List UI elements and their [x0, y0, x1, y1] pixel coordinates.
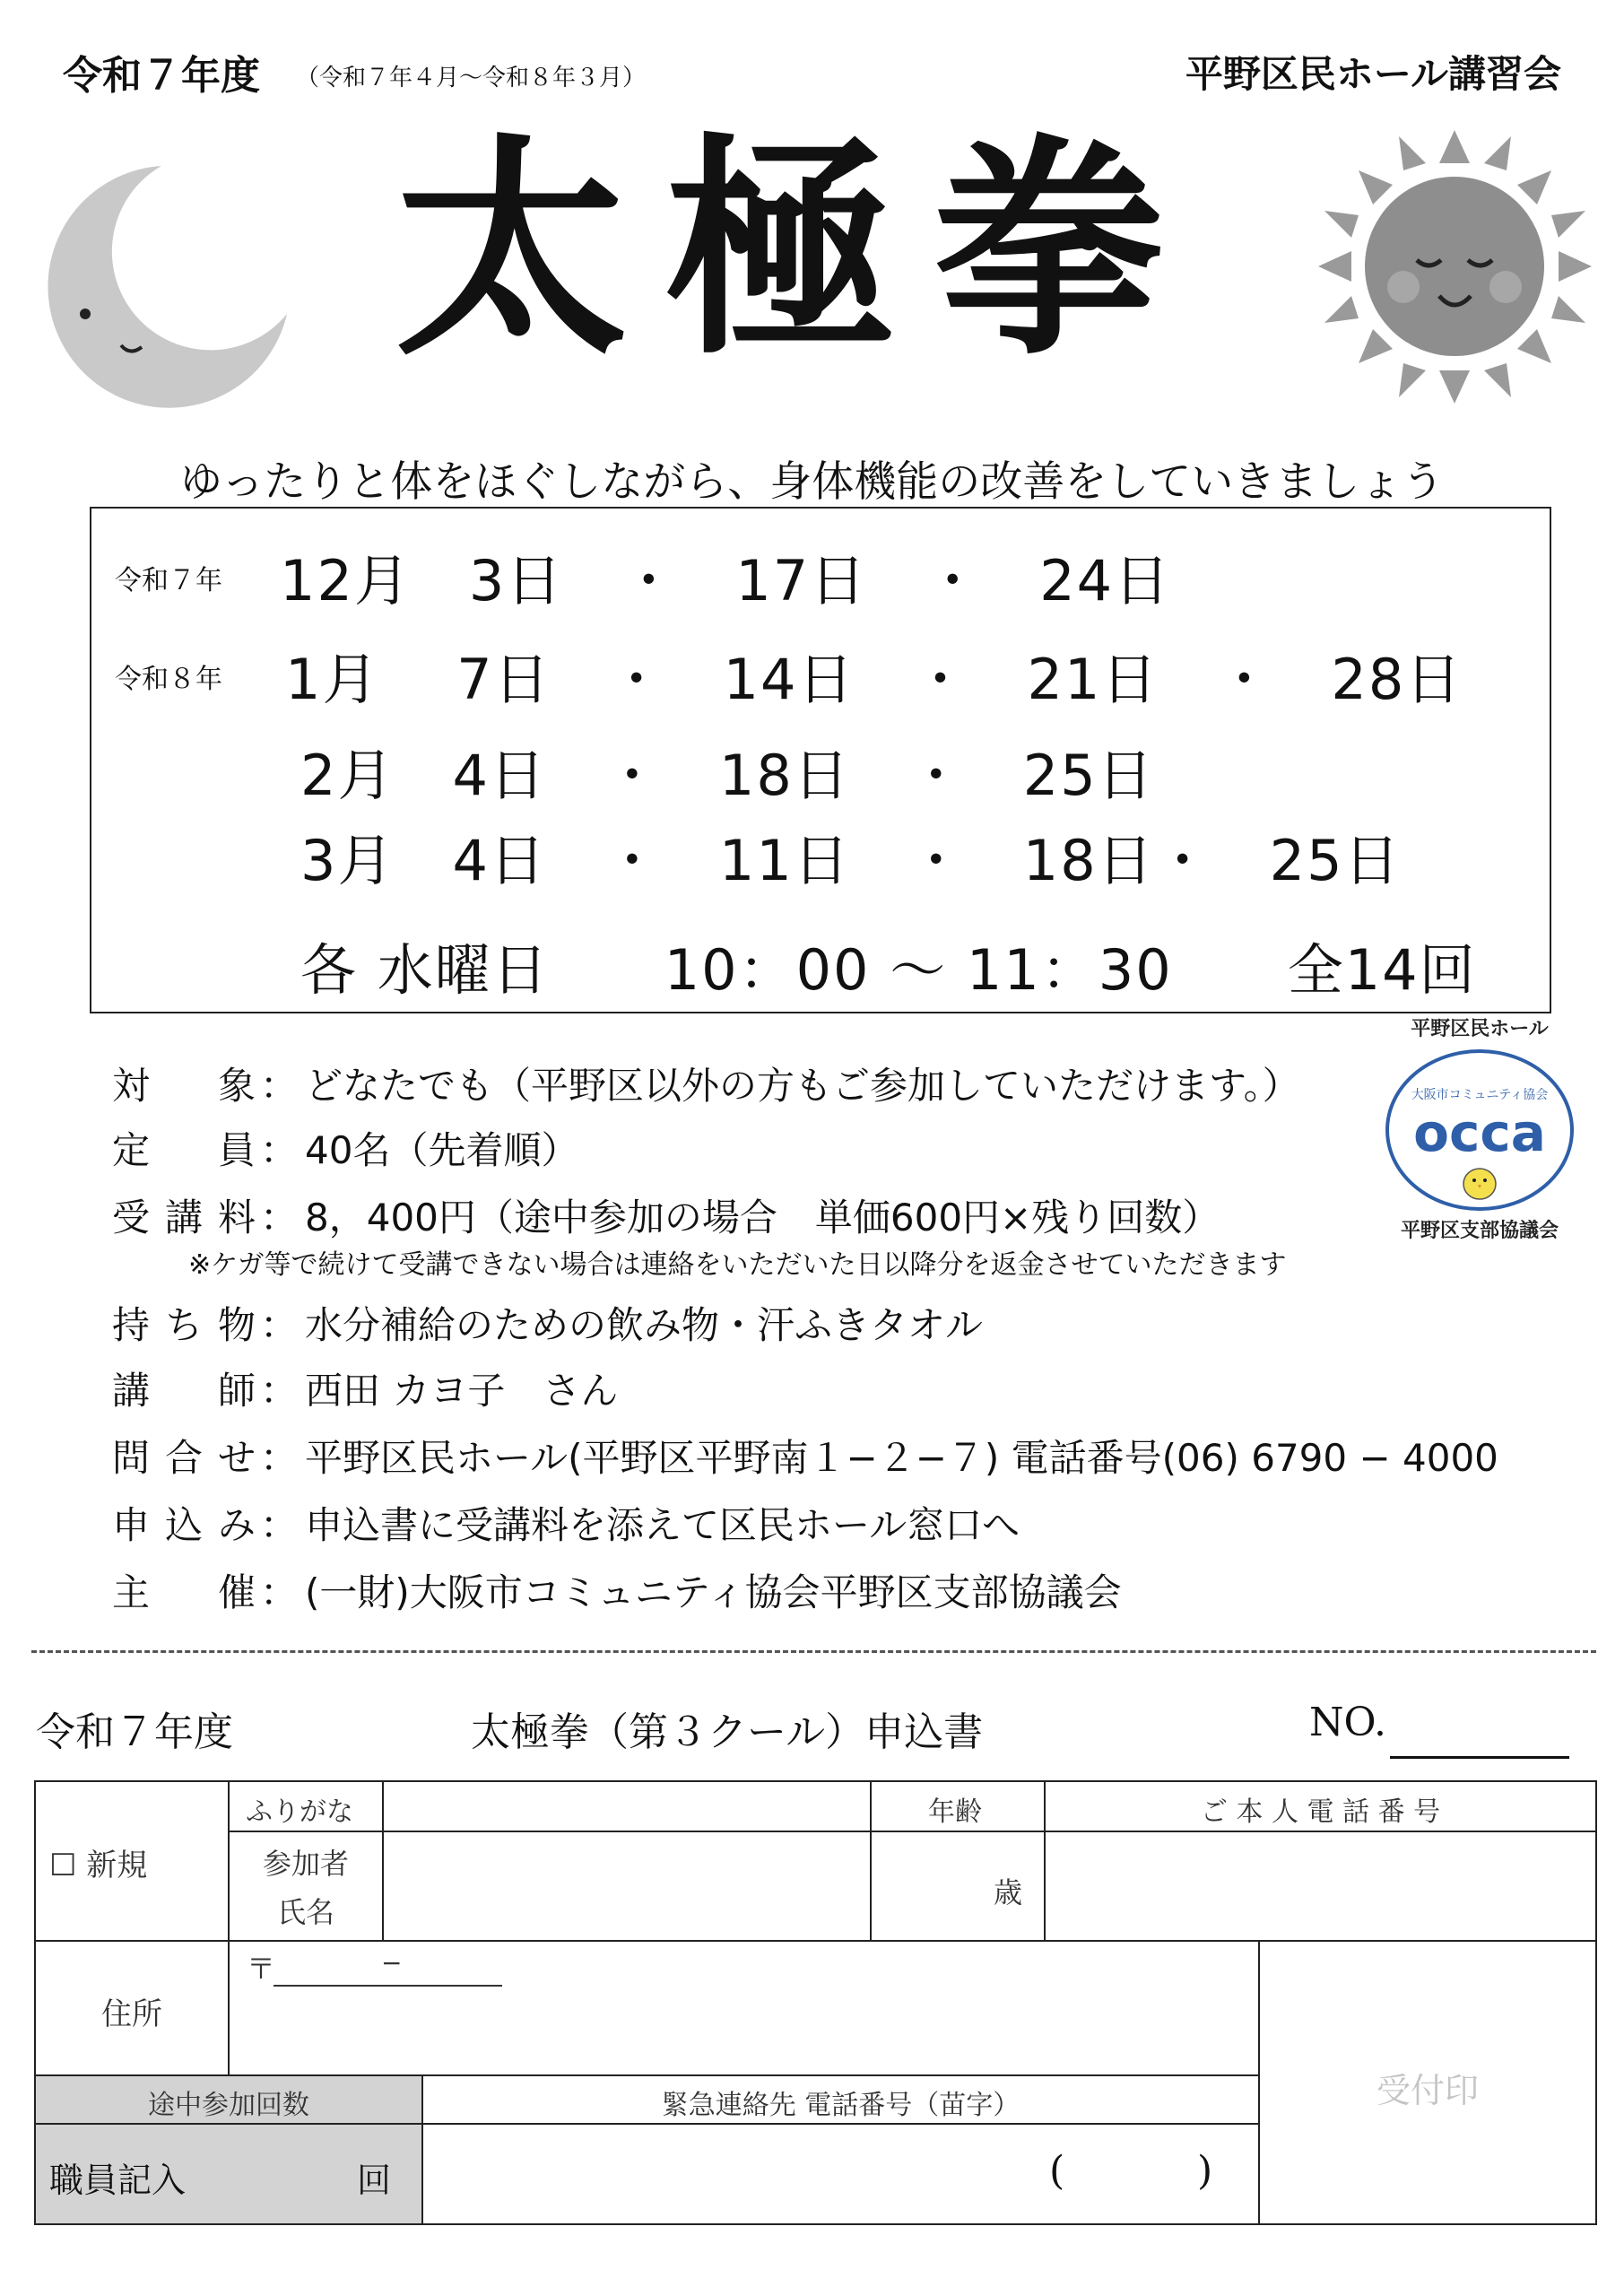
- paren-close: ): [1197, 2148, 1213, 2194]
- cut-line-divider: [31, 1650, 1596, 1653]
- info-colon: ：: [260, 1064, 299, 1108]
- form-number-field[interactable]: [1390, 1756, 1569, 1759]
- info-value-organizer: (一財)大阪市コミュニティ協会平野区支部協議会: [305, 1570, 1122, 1614]
- midway-count-header: 途中参加回数: [148, 2090, 309, 2121]
- info-colon: ：: [260, 1196, 299, 1239]
- subtitle: ゆったりと体をほぐしながら、身体機能の改善をしていきましょう: [179, 457, 1445, 507]
- sun-icon: [1314, 126, 1596, 408]
- era-label-r7: 令和７年: [115, 565, 222, 596]
- phone-header: ご 本 人 電 話 番 号: [1200, 1796, 1441, 1828]
- logo-middle-text: 大阪市コミュニティ協会: [1411, 1088, 1549, 1102]
- info-colon: ：: [260, 1303, 299, 1347]
- fee-note: ※ケガ等で続けて受講できない場合は連絡をいただいた日以降分を返金させていただきます: [188, 1249, 1287, 1281]
- emergency-header: 緊急連絡先 電話番号（苗字）: [661, 2090, 1020, 2121]
- staff-entry-label: 職員記入: [49, 2161, 187, 2200]
- schedule-row-march: 3月 4日 ・ 11日 ・ 18日・ 25日: [300, 828, 1402, 893]
- info-colon: ：: [260, 1503, 299, 1547]
- info-value-capacity: 40名（先着順）: [305, 1128, 579, 1172]
- info-label-capacity: 定員: [112, 1128, 256, 1172]
- header-period: （令和７年４月〜令和８年３月）: [296, 65, 647, 91]
- header-year: 令和７年度: [63, 53, 260, 99]
- header-host: 平野区民ホール講習会: [1185, 52, 1561, 96]
- info-label-organizer: 主催: [112, 1570, 256, 1614]
- stamp-label: 受付印: [1376, 2071, 1479, 2110]
- participant-label: 参加者: [262, 1847, 349, 1881]
- phone-input[interactable]: [1044, 1831, 1597, 1942]
- info-label-instructor: 講師: [112, 1369, 256, 1413]
- info-label-belongings: 持ち物: [112, 1303, 256, 1347]
- emergency-input[interactable]: [421, 2123, 1260, 2225]
- furigana-input[interactable]: [382, 1780, 872, 1832]
- info-value-belongings: 水分補給のための飲み物・汗ふきタオル: [305, 1303, 984, 1347]
- logo-name: occa: [1413, 1102, 1546, 1163]
- schedule-row-december: 12月 3日 ・ 17日 ・ 24日: [280, 548, 1172, 613]
- postal-dash: −: [381, 1948, 403, 1978]
- info-colon: ：: [260, 1436, 299, 1480]
- form-number-label: NO.: [1309, 1700, 1386, 1745]
- logo-top-text: 平野区民ホール: [1411, 1018, 1549, 1040]
- era-label-r8: 令和８年: [115, 664, 222, 695]
- info-label-fee: 受講料: [112, 1196, 256, 1239]
- times-unit: 回: [357, 2161, 392, 2200]
- address-label: 住所: [101, 1996, 162, 2032]
- schedule-row-february: 2月 4日 ・ 18日 ・ 25日: [300, 743, 1155, 808]
- info-colon: ：: [260, 1369, 299, 1413]
- furigana-label: ふりがな: [246, 1796, 353, 1828]
- info-value-contact: 平野区民ホール(平野区平野南１−２−７) 電話番号(06) 6790 − 4000: [305, 1436, 1498, 1480]
- age-unit: 歳: [994, 1875, 1023, 1909]
- age-header: 年齢: [928, 1796, 982, 1828]
- schedule-row-january: 1月 7日 ・ 14日 ・ 21日 ・ 28日: [285, 647, 1463, 712]
- info-value-apply: 申込書に受講料を添えて区民ホール窓口へ: [305, 1503, 1020, 1547]
- info-label-apply: 申込み: [112, 1503, 256, 1547]
- form-title: 太極拳（第３クール）申込書: [471, 1709, 984, 1755]
- name-input[interactable]: [382, 1831, 872, 1942]
- info-label-target: 対象: [112, 1064, 256, 1108]
- info-colon: ：: [260, 1128, 299, 1172]
- occa-logo: [1368, 1013, 1592, 1247]
- info-value-instructor: 西田 カヨ子 さん: [305, 1369, 619, 1413]
- logo-bottom-text: 平野区支部協議会: [1400, 1220, 1559, 1242]
- page-title: 太極拳: [395, 116, 1202, 387]
- new-checkbox[interactable]: ☐ 新規: [49, 1848, 148, 1883]
- postal-code-line[interactable]: [274, 1985, 502, 1987]
- postal-mark: 〒: [247, 1952, 276, 1986]
- bird-mascot-icon: [1457, 1159, 1502, 1204]
- info-label-contact: 問合せ: [112, 1436, 256, 1480]
- form-year: 令和７年度: [36, 1709, 233, 1755]
- info-value-target: どなたでも（平野区以外の方もご参加していただけます。）: [305, 1064, 1300, 1108]
- info-colon: ：: [260, 1570, 299, 1614]
- name-label: 氏名: [276, 1895, 334, 1929]
- info-value-fee: 8，400円（途中参加の場合 単価600円×残り回数）: [305, 1196, 1220, 1239]
- schedule-summary: 各 水曜日 10：00 〜 11：30 全14回: [300, 937, 1477, 1003]
- paren-open: (: [1049, 2148, 1065, 2194]
